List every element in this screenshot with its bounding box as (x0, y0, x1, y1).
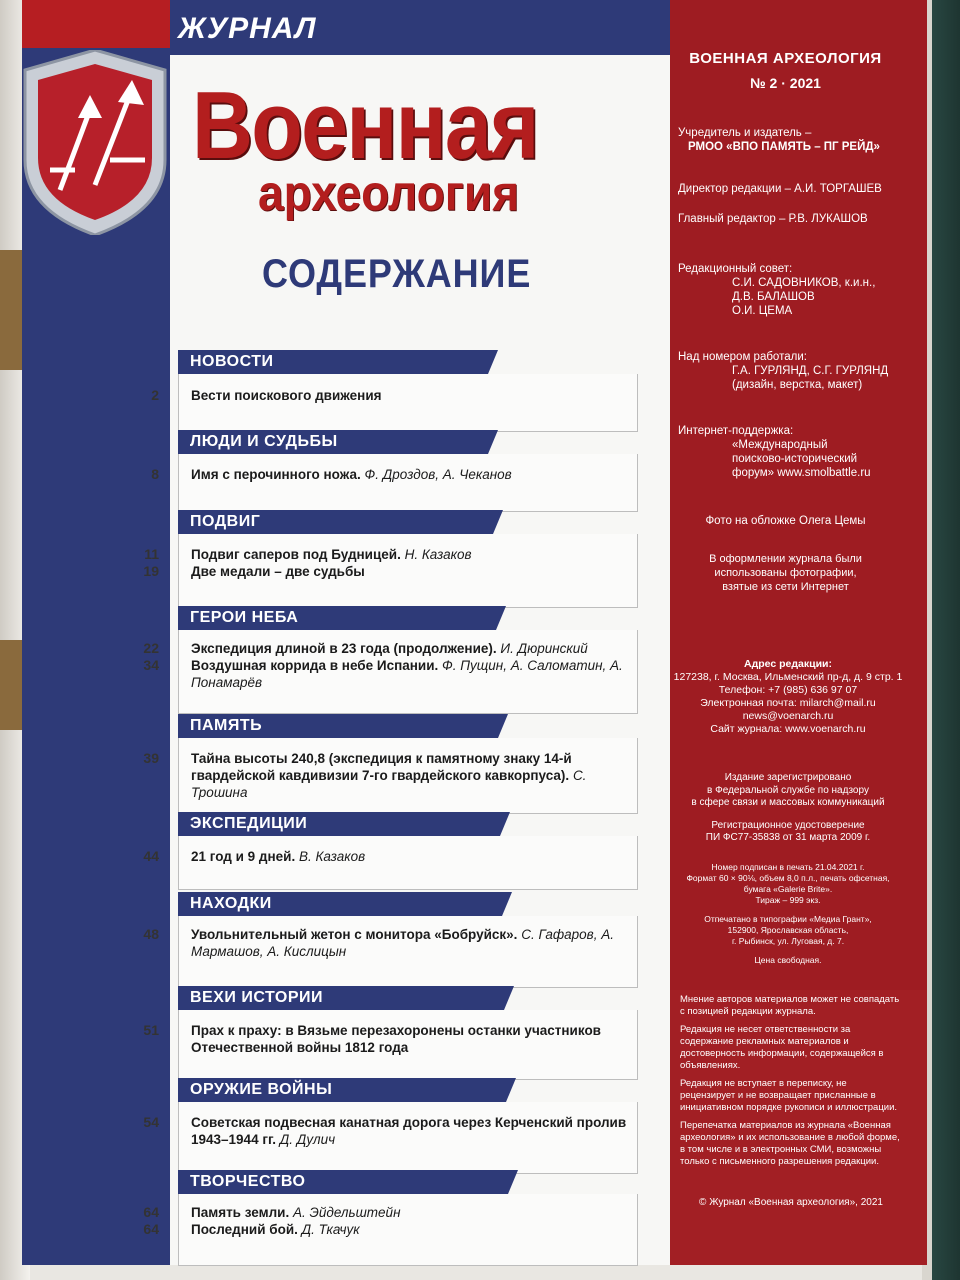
article-author: А. Эйдельштейн (292, 1205, 401, 1220)
worked-block: Над номером работали: Г.А. ГУРЛЯНД, С.Г. ГУРЛЯНД (дизайн, верстка, макет) (678, 351, 889, 391)
article-title: Советская подвесная канатная дорога через Керченский пролив 1943–1944 гг. (191, 1115, 627, 1147)
article-author: Н. Казаков (404, 547, 472, 562)
toc-item[interactable] (143, 926, 637, 960)
chief-editor: Главный редактор – Р.В. ЛУКАШОВ (678, 213, 868, 225)
magazine-title-sub: археология (258, 165, 520, 221)
founder-block: Учредитель и издатель – РМОО «ВПО ПАМЯТЬ – ПГ РЕЙД» (678, 127, 880, 153)
article-title: Память земли. (191, 1205, 290, 1220)
article-author: Ф. Пущин, А. Саломатин, А. Понамарёв (191, 658, 623, 690)
registration-block: Издание зарегистрировано в Федеральной службе по надзору в сфере связи и массовых коммуникаций Регистрационное удостоверение ПИ ФС77-35838 от 31 марта 2009 г. (691, 772, 885, 843)
director: Директор редакции – А.И. ТОРГАШЕВ (678, 183, 882, 195)
toc-item[interactable] (143, 1221, 637, 1238)
copyright: © Журнал «Военная археология», 2021 (699, 1197, 883, 1208)
page-number: 22 (143, 640, 159, 656)
article-title: Вести поискового движения (191, 388, 382, 403)
toc-item[interactable] (151, 387, 637, 404)
article-title: 21 год и 9 дней. (191, 849, 296, 864)
shield-emblem-icon (20, 50, 170, 235)
page-number: 48 (143, 926, 159, 942)
article-author: Ф. Дроздов, А. Чеканов (364, 467, 512, 482)
imprint-title: ВОЕННАЯ АРХЕОЛОГИЯ (689, 50, 882, 67)
article-title: Две медали – две судьбы (191, 564, 365, 579)
issue-number: № 2 · 2021 (750, 75, 821, 91)
article-title: Прах к праху: в Вязьме перезахоронены останки участников Отечественной войны 1812 года (191, 1023, 601, 1055)
article-title: Последний бой. (191, 1222, 298, 1237)
article-author: И. Дюринский (500, 641, 588, 656)
section-title: ОРУЖИЕ ВОЙНЫ (178, 1078, 506, 1102)
journal-label: ЖУРНАЛ (178, 12, 317, 45)
page-number: 64 (143, 1204, 159, 1220)
page-number: 34 (143, 657, 159, 673)
article-author: Д. Дулич (279, 1132, 336, 1147)
article-author: В. Казаков (298, 849, 366, 864)
page-number: 8 (151, 466, 159, 482)
article-author: С. Трошина (191, 768, 587, 800)
toc-item[interactable] (143, 848, 637, 865)
article-title: Увольнительный жетон с монитора «Бобруйск». (191, 927, 518, 942)
page-number: 64 (143, 1221, 159, 1237)
section-title: ПОДВИГ (178, 510, 493, 534)
section-title: ЛЮДИ И СУДЬБЫ (178, 430, 488, 454)
toc-item[interactable] (143, 1204, 637, 1221)
page-number: 11 (144, 546, 159, 562)
contents-heading: СОДЕРЖАНИЕ (262, 252, 532, 296)
page-number: 39 (143, 750, 159, 766)
section-title: НАХОДКИ (178, 892, 502, 916)
toc-item[interactable] (143, 563, 637, 580)
internet-block: Интернет-поддержка: «Международный поисково-исторический форум» www.smolbattle.ru (678, 425, 871, 479)
section-title: ПАМЯТЬ (178, 714, 498, 738)
article-title: Тайна высоты 240,8 (экспедиция к памятному знаку 14-й гвардейской кавдивизии 7-го гвардейского кавкорпуса). (191, 751, 572, 783)
toc-item[interactable] (143, 657, 637, 691)
editorial-council: Редакционный совет: С.И. САДОВНИКОВ, к.и.н., Д.В. БАЛАШОВ О.И. ЦЕМА (678, 263, 876, 317)
article-title: Подвиг саперов под Будницей. (191, 547, 401, 562)
article-title: Экспедиция длиной в 23 года (продолжение). (191, 641, 497, 656)
page-number: 2 (151, 387, 159, 403)
article-title: Имя с перочинного ножа. (191, 467, 361, 482)
magazine-title-main: Военная (192, 72, 538, 179)
red-corner (22, 0, 170, 48)
toc-item[interactable] (143, 1022, 637, 1056)
page-number: 51 (143, 1022, 159, 1038)
toc-item[interactable] (151, 466, 637, 483)
toc-item[interactable] (143, 1114, 637, 1148)
page-number: 54 (143, 1114, 159, 1130)
cover-photo-credit: Фото на обложке Олега Цемы (705, 515, 866, 527)
toc-item[interactable] (143, 750, 637, 801)
page-number: 44 (143, 848, 159, 864)
article-author: Д. Ткачук (301, 1222, 360, 1237)
next-page-edge (922, 0, 960, 1280)
article-author: С. Гафаров, А. Мармашов, А. Кислицын (191, 927, 614, 959)
page-number: 19 (143, 563, 159, 579)
article-title: Воздушная коррида в небе Испании. (191, 658, 439, 673)
section-title: НОВОСТИ (178, 350, 488, 374)
address-block: Адрес редакции: 127238, г. Москва, Ильменский пр-д, д. 9 стр. 1 Телефон: +7 (985) 636 97 07 Электронная почта: milarch@mail.ru news@voenarch.ru Сайт журнала: www.voenarch.ru (673, 658, 903, 735)
section-title: ТВОРЧЕСТВО (178, 1170, 508, 1194)
photos-note: В оформлении журнала были использованы фотографии, взятые из сети Интернет (709, 553, 862, 593)
toc-item[interactable] (144, 546, 637, 563)
toc-item[interactable] (143, 640, 637, 657)
print-info-block: Номер подписан в печать 21.04.2021 г. Формат 60 × 90⅛, объем 8,0 п.л., печать офсетная, бумага «Galerie Brite». Тираж – 999 экз. Отпечатано в типографии «Медиа Грант», 152900, Ярославская область, г. Рыбинск, ул. Луговая, д. 7. Цена свободная. (686, 862, 890, 965)
section-title: ВЕХИ ИСТОРИИ (178, 986, 504, 1010)
disclaimers: Мнение авторов материалов может не совпадать с позицией редакции журнала. Редакция не несет ответственности за содержание рекламных материалов и достоверность информации, содержащейся в объявлениях. Редакция не вступает в переписку, не рецензирует и не возвращает присланные в инициативном порядке рукописи и иллюстрации. Перепечатка материалов из журнала «Военная археология» и их использование в любой форме, в том числе и в электронных СМИ, возможны только с письменного разрешения редакции. (680, 994, 900, 1167)
section-title: ЭКСПЕДИЦИИ (178, 812, 500, 836)
section-title: ГЕРОИ НЕБА (178, 606, 496, 630)
